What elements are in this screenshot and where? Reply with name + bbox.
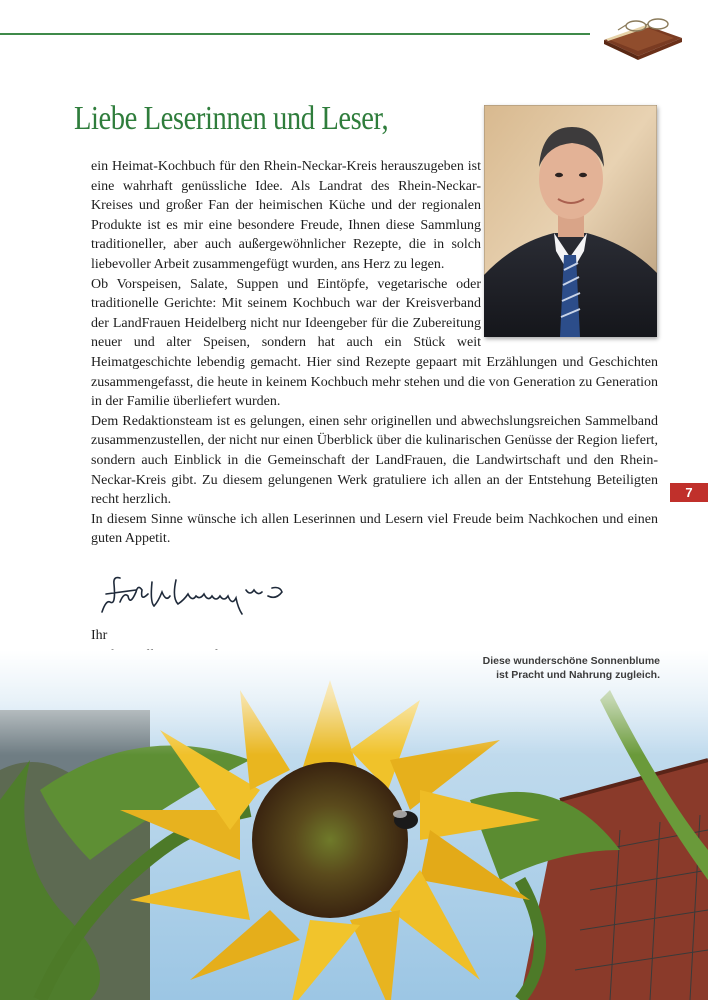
sunflower-photo — [0, 650, 708, 1000]
page-number-tab: 7 — [670, 483, 708, 502]
paragraph: In diesem Sinne wünsche ich allen Leserinnen und Lesern viel Freude beim Nachkochen und einen guten Appetit. — [91, 511, 658, 547]
page-title: Liebe Leserinnen und Leser, — [74, 100, 389, 137]
handwritten-signature — [96, 572, 306, 618]
book-with-glasses-icon — [598, 10, 688, 62]
paragraph: Dem Redaktionsteam ist es gelungen, einen sehr originellen und abwechslungsreichen Sammelband zusammenzustellen, der nicht nur einen Überblick über die kulinarischen Genüsse der Region liefert, sondern auch Einblick in die Gemeinschaft der LandFrauen, die Landwirtschaft und den Rhein-Neckar-Kreis gibt. Zu diesem gelungenen Werk gratuliere ich allen an der Entstehung Beteiligten recht herzlich. — [91, 413, 658, 508]
caption-line-1: Diese wunderschöne Sonnenblume — [482, 655, 660, 667]
paragraph: ein Heimat-Kochbuch für den Rhein-Neckar-Kreis herauszugeben ist eine wahrhaft genüssliche Idee. Als Landrat des Rhein-Neckar-Kreises und großer Fan der heimischen Küche und der regionalen Produkte ist es mir eine besondere Freude, Ihnen diese Sammlung traditioneller, aber auch außergewöhnlicher Rezepte, die in solch liebevoller Arbeit zusammengefügt wurden, ans Herz zu legen. — [91, 159, 481, 272]
letter-body — [91, 157, 658, 549]
paragraph: Ob Vorspeisen, Salate, Suppen und Eintöpfe, vegetarische oder traditionelle Gerichte: Mit seinem Kochbuch war der Kreisverband der LandFrauen Heidelberg nicht nur Ideengeber für die Zubereitung neuer und alter Speisen, sondern hat auch ein Stück weit Heimatgeschichte lebendig gemacht. Hier sind Rezepte gepaart mit Erzählungen und Geschichten zusammengefasst, die heute in keinem Kochbuch mehr stehen und die von Generation zu Generation in der Familie überliefert wurden. — [91, 276, 658, 410]
portrait-spacer — [481, 157, 658, 345]
caption-line-2: ist Pracht und Nahrung zugleich. — [496, 669, 660, 681]
photo-caption — [440, 654, 660, 682]
closing-greeting: Ihr — [91, 628, 108, 643]
top-divider — [0, 33, 590, 35]
